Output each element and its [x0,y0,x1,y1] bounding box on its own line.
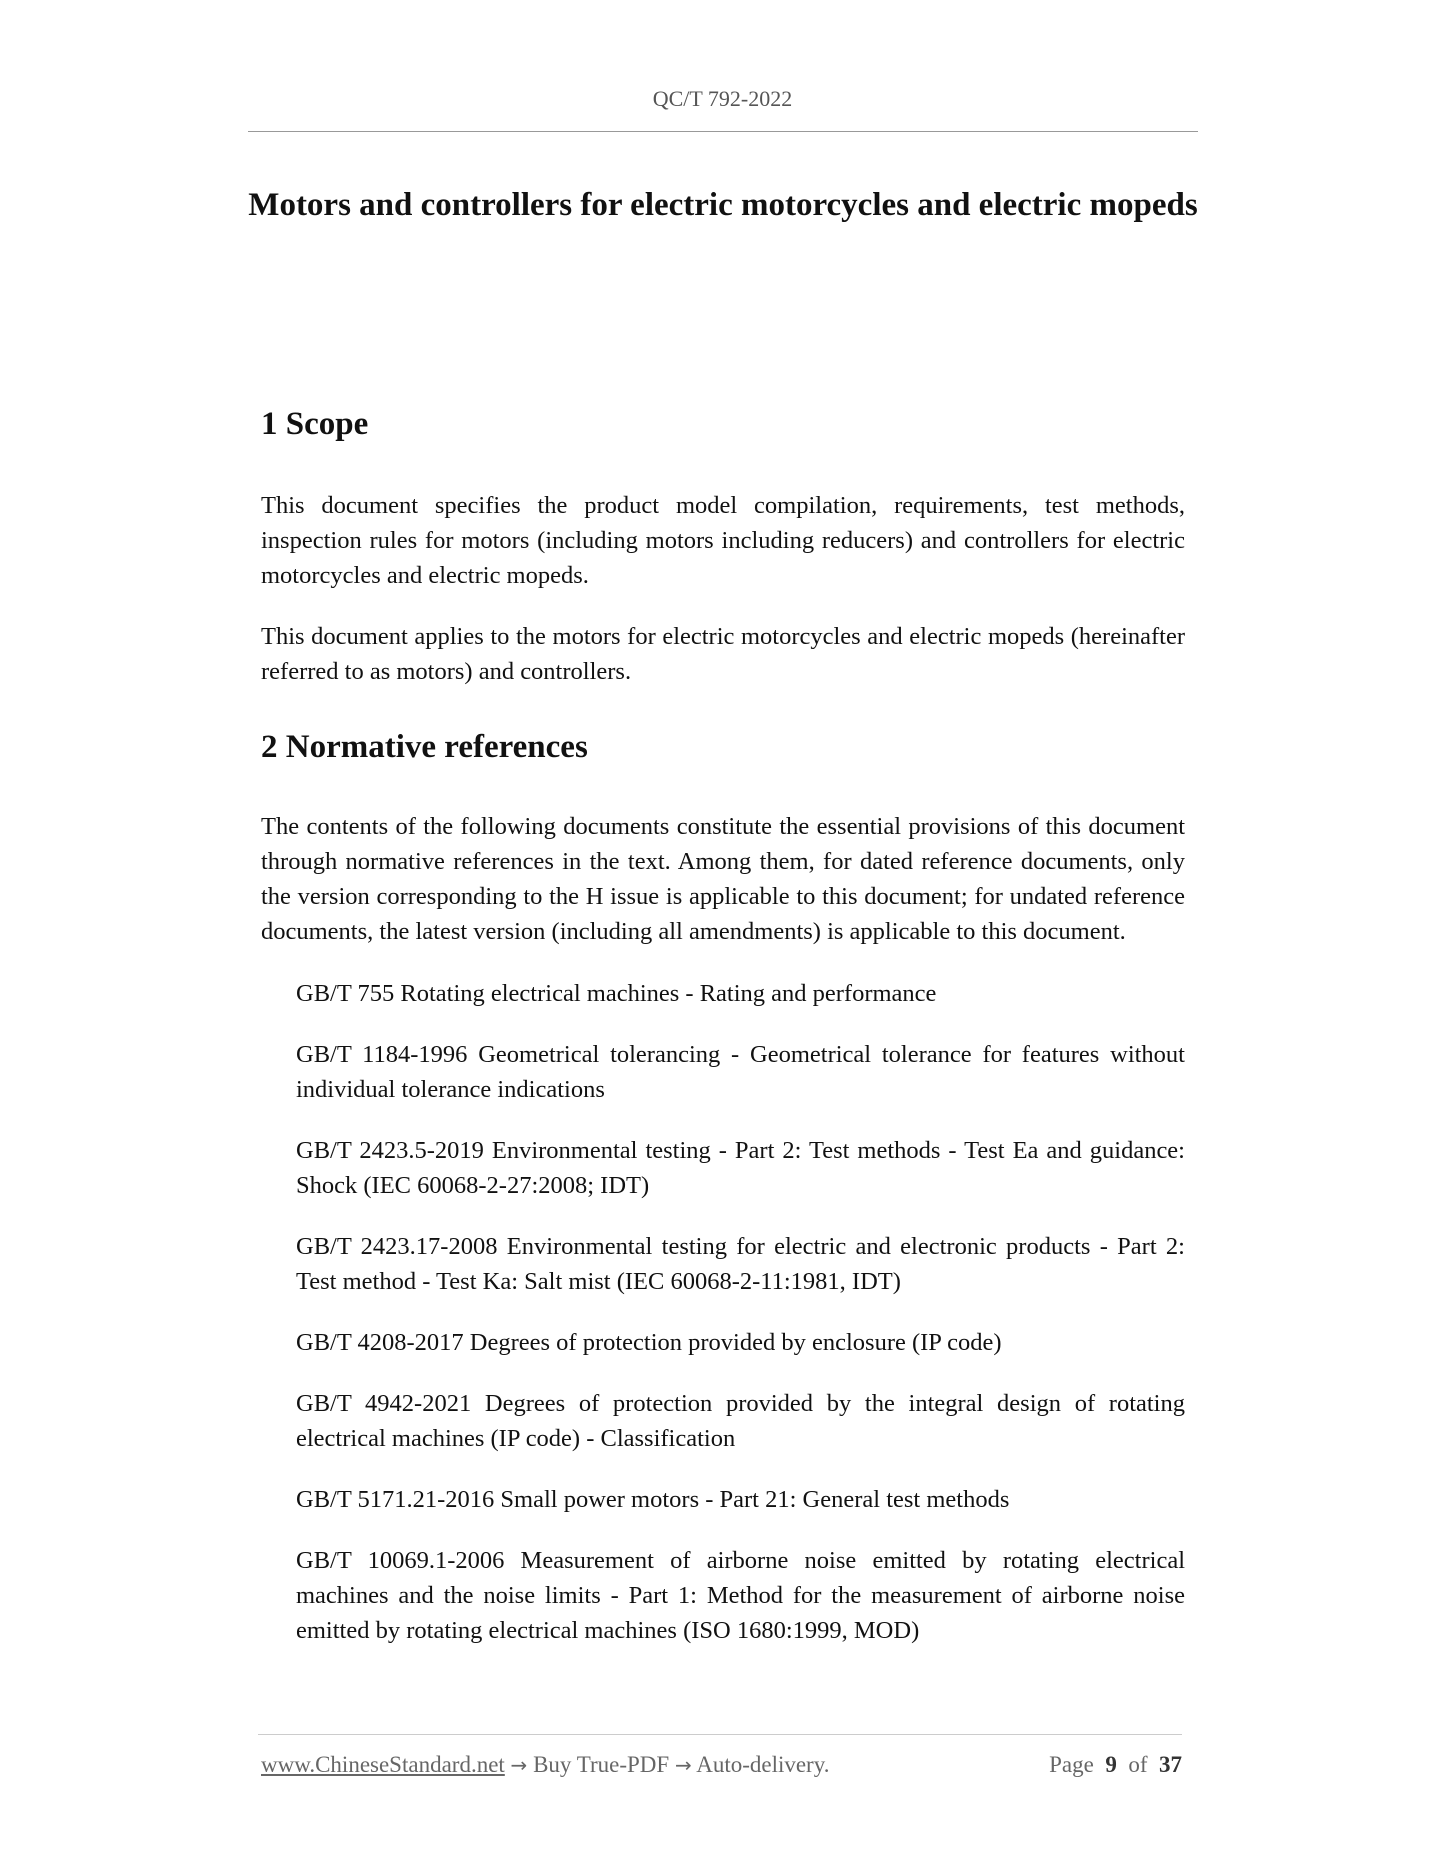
reference-item: GB/T 2423.17-2008 Environmental testing for electric and electronic products - Part 2: Test method - Test Ka: Salt mist (IEC 60068-2-11:1981, IDT) [296,1233,1185,1295]
reference-item: GB/T 1184-1996 Geometrical tolerancing - Geometrical tolerance for features without individual tolerance indications [296,1041,1185,1103]
footer-divider [258,1734,1182,1735]
reference-item: GB/T 2423.5-2019 Environmental testing - Part 2: Test methods - Test Ea and guidance: Shock (IEC 60068-2-27:2008; IDT) [296,1137,1185,1199]
section-heading-normative-references: 2 Normative references [261,729,588,765]
scope-paragraph: This document applies to the motors for electric motorcycles and electric mopeds (hereinafter referred to as motors) and controllers. [261,623,1185,685]
document-title: Motors and controllers for electric motorcycles and electric mopeds [248,187,1198,223]
page-current: 9 [1105,1752,1117,1777]
scope-paragraph: This document specifies the product model compilation, requirements, test methods, inspection rules for motors (including motors including reducers) and controllers for electric motorcycles and electric mopeds. [261,492,1185,589]
buy-true-pdf-text: Buy True-PDF [533,1752,670,1777]
page-total: 37 [1159,1752,1182,1777]
document-body [261,398,1185,1648]
of-label: of [1128,1752,1148,1777]
page-label: Page [1049,1752,1094,1777]
normative-references-intro: The contents of the following documents constitute the essential provisions of this document through normative references in the text. Among them, for dated reference documents, only the version corresponding to the H issue is applicable to this document; for undated reference documents, the latest version (including all amendments) is applicable to this document. [261,813,1185,945]
site-link[interactable]: www.ChineseStandard.net [261,1752,505,1777]
footer-purchase-info [261,1752,829,1778]
reference-item: GB/T 5171.21-2016 Small power motors - Part 21: General test methods [296,1486,1010,1513]
section-heading-scope: 1 Scope [261,406,369,442]
page-header-doc-code: QC/T 792-2022 [652,86,793,111]
reference-item: GB/T 755 Rotating electrical machines - Rating and performance [296,980,937,1007]
arrow-right-icon: → [674,1753,692,1777]
header-divider [248,131,1198,132]
page-footer [261,1752,1182,1778]
arrow-right-icon: → [510,1753,528,1777]
auto-delivery-text: Auto-delivery. [696,1752,830,1777]
reference-item: GB/T 4942-2021 Degrees of protection provided by the integral design of rotating electrical machines (IP code) - Classification [296,1390,1185,1452]
page-number [1049,1752,1182,1778]
reference-item: GB/T 10069.1-2006 Measurement of airborne noise emitted by rotating electrical machines and the noise limits - Part 1: Method for the measurement of airborne noise emitted by rotating electrical machines (ISO 1680:1999, MOD) [296,1547,1185,1644]
reference-list [261,976,1185,1648]
reference-item: GB/T 4208-2017 Degrees of protection provided by enclosure (IP code) [296,1329,1002,1356]
